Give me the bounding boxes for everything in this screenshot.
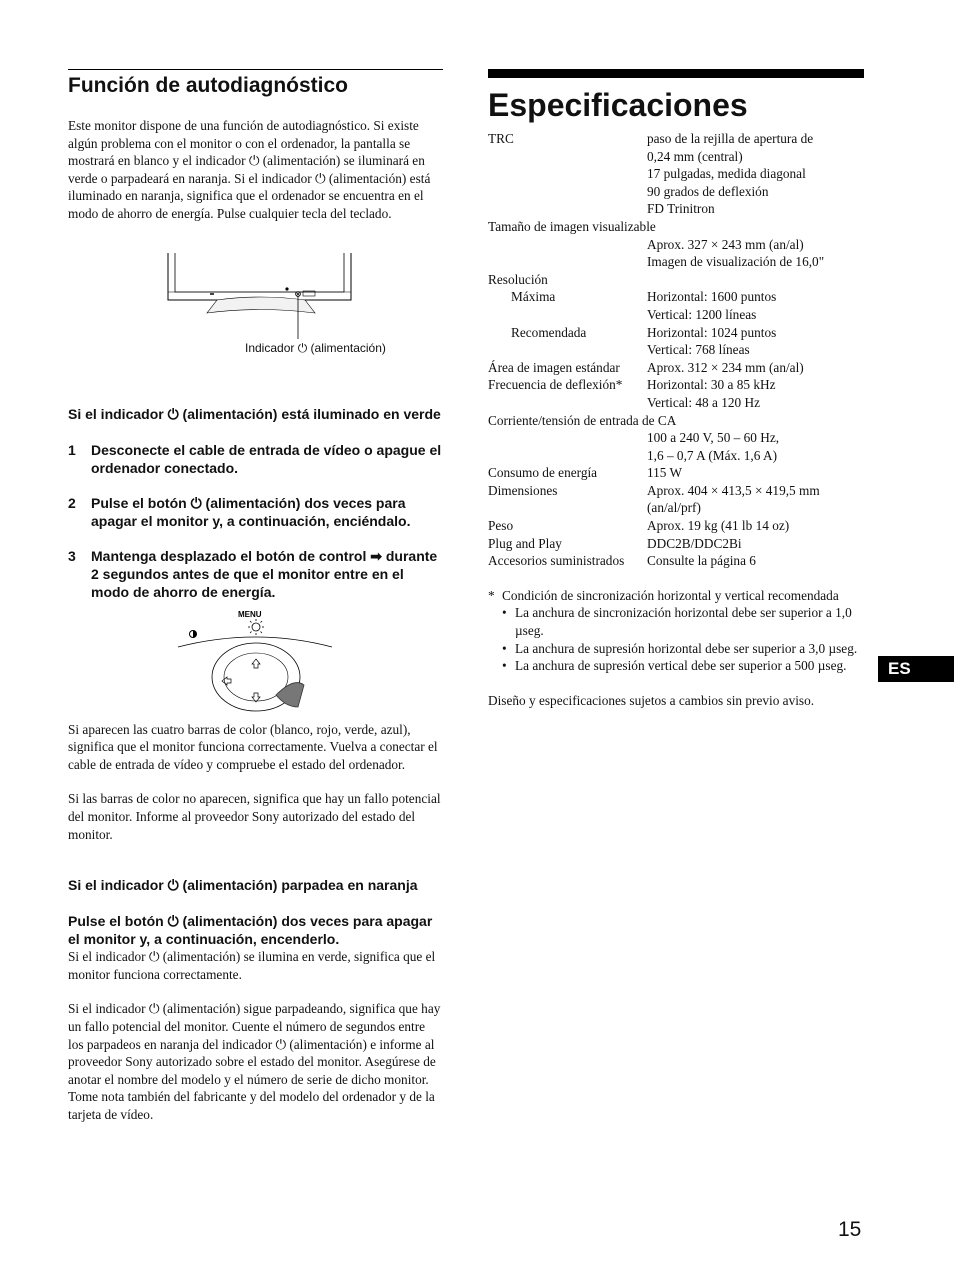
spec-value: 100 a 240 V, 50 – 60 Hz, <box>647 430 780 446</box>
spec-value: Aprox. 19 kg (41 lb 14 oz) <box>647 518 790 534</box>
spec-value: 1,6 – 0,7 A (Máx. 1,6 A) <box>647 447 778 463</box>
spec-key: Máxima <box>511 289 556 305</box>
spec-row <box>488 535 864 553</box>
spec-key <box>488 429 647 447</box>
spec-value: Horizontal: 1600 puntos <box>647 289 777 305</box>
spec-row <box>488 482 864 500</box>
spec-value: Imagen de visualización de 16,0" <box>647 254 825 270</box>
page-number: 15 <box>838 1218 862 1241</box>
spec-key: Área de imagen estándar <box>488 359 620 375</box>
step-3: 3 Mantenga desplazado el botón de control ➡ durante 2 segundos antes de que el monitor entre en el modo de ahorro de energía. <box>68 547 438 600</box>
footnote-bullet: • La anchura de supresión vertical debe ser superior a 500 µseg. <box>502 658 847 674</box>
spec-value: paso de la rejilla de apertura de <box>647 131 814 146</box>
spec-value: 115 W <box>647 465 683 481</box>
spec-row <box>488 253 864 271</box>
spec-key: Recomendada <box>511 324 587 340</box>
footnote-line: * Condición de sincronización horizontal y vertical recomendada <box>488 587 839 603</box>
monitor-bezel-illustration <box>165 248 355 343</box>
spec-value: Aprox. 404 × 413,5 × 419,5 mm <box>647 482 820 498</box>
spec-value: Vertical: 768 líneas <box>647 342 750 358</box>
spec-key: TRC <box>488 131 514 146</box>
subheading-green: Si el indicador ⏻ (alimentación) está iluminado en verde <box>68 405 441 422</box>
intro-paragraph: Este monitor dispone de una función de autodiagnóstico. Si existe algún problema con el monitor o con el ordenador, la pantalla se mostrará en blanco y el indicador ⏻ (alimentación) se iluminará en verde o parpadeará en naranja. Si el indicador ⏻ (alimentación) está iluminado en naranja, significa que el ordenador se encuentra en el modo de ahorro de energía. Pulse cualquier tecla del teclado. <box>68 118 431 221</box>
spec-row <box>488 464 864 482</box>
spec-value: FD Trinitron <box>647 201 715 217</box>
spec-row <box>488 306 864 324</box>
spec-row <box>488 236 864 254</box>
footnote <box>488 587 864 675</box>
power-icon <box>190 631 197 638</box>
brightness-icon <box>248 619 264 635</box>
disclaimer: Diseño y especificaciones sujetos a cambios sin previo aviso. <box>488 692 815 708</box>
spec-key <box>488 183 647 201</box>
language-tab: ES <box>878 656 954 682</box>
left-column <box>68 69 443 1123</box>
spec-row <box>488 499 864 517</box>
steps-list <box>68 441 443 601</box>
control-button-illustration <box>176 607 336 712</box>
spec-key: Corriente/tensión de entrada de CA <box>488 412 677 428</box>
spec-key: Tamaño de imagen visualizable <box>488 218 656 234</box>
spec-key <box>488 200 647 218</box>
spec-key <box>488 236 647 254</box>
spec-value: Aprox. 327 × 243 mm (an/al) <box>647 236 804 252</box>
spec-key <box>488 341 647 359</box>
spec-value: 17 pulgadas, medida diagonal <box>647 166 806 182</box>
paragraph-green-result: Si el indicador ⏻ (alimentación) se ilumina en verde, significa que el monitor funciona correctamente. <box>68 949 436 982</box>
spec-row <box>488 288 864 306</box>
spec-value: 0,24 mm (central) <box>647 148 743 164</box>
spec-key: Frecuencia de deflexión* <box>488 377 623 393</box>
footnote-bullet: • La anchura de supresión horizontal debe ser superior a 3,0 µseg. <box>502 640 858 656</box>
spec-key: Dimensiones <box>488 482 558 498</box>
spec-key <box>488 447 647 465</box>
figure-caption: Indicador ⏻ (alimentación) <box>245 341 386 355</box>
spec-key <box>488 165 647 183</box>
spec-row <box>488 517 864 535</box>
subheading-orange: Si el indicador ⏻ (alimentación) parpadea en naranja <box>68 877 418 894</box>
instruction: Pulse el botón ⏻ (alimentación) dos veces para apagar el monitor y, a continuación, encenderlo. <box>68 913 433 948</box>
section-rule <box>68 69 443 70</box>
spec-key: Consumo de energía <box>488 465 598 481</box>
spec-row <box>488 447 864 465</box>
step-1: 1 Desconecte el cable de entrada de vídeo o apague el ordenador conectado. <box>68 441 442 476</box>
spec-row <box>488 218 864 236</box>
spec-key <box>488 148 647 166</box>
spec-value: Vertical: 1200 líneas <box>647 306 757 322</box>
spec-key <box>488 253 647 271</box>
paragraph-bars-missing: Si las barras de color no aparecen, significa que hay un fallo potencial del monitor. Informe al proveedor Sony autorizado del estado del monitor. <box>68 791 441 842</box>
paragraph-bars-appear: Si aparecen las cuatro barras de color (blanco, rojo, verde, azul), significa que el monitor funciona correctamente. Vuelva a conectar el cable de entrada de vídeo y compruebe el estado del ordenador. <box>68 721 438 772</box>
spec-row <box>488 341 864 359</box>
spec-key: Resolución <box>488 271 548 287</box>
spec-row <box>488 200 864 218</box>
spec-table <box>488 130 864 570</box>
spec-value: Horizontal: 30 a 85 kHz <box>647 377 776 393</box>
title-bar <box>488 69 864 78</box>
spec-row <box>488 130 864 148</box>
specs-title: Especificaciones <box>488 87 748 123</box>
spec-value: 90 grados de deflexión <box>647 183 769 199</box>
spec-key: Accesorios suministrados <box>488 553 625 569</box>
spec-row <box>488 412 864 430</box>
spec-row <box>488 324 864 342</box>
spec-key: Peso <box>488 518 514 534</box>
spec-row <box>488 376 864 394</box>
menu-label: MENU <box>238 610 262 619</box>
spec-value: Vertical: 48 a 120 Hz <box>647 394 760 410</box>
right-column <box>488 69 864 709</box>
spec-row <box>488 183 864 201</box>
spec-row <box>488 429 864 447</box>
spec-key: Plug and Play <box>488 535 562 551</box>
paragraph-still-blinking: Si el indicador ⏻ (alimentación) sigue parpadeando, significa que hay un fallo potencial del monitor. Cuente el número de segundos entre los parpadeos en naranja del indicador ⏻ (alimentación) e informe al proveedor Sony autorizado sobre el estado del monitor. Asegúrese de anotar el nombre del modelo y el número de serie de dicho monitor. Tome nota también del fabricante y del modelo del ordenador y de la tarjeta de vídeo. <box>68 1001 441 1122</box>
spec-key <box>488 499 647 517</box>
spec-row <box>488 148 864 166</box>
step-2: 2 Pulse el botón ⏻ (alimentación) dos veces para apagar el monitor y, a continuación, enciéndalo. <box>68 494 411 529</box>
spec-row <box>488 271 864 289</box>
spec-value: Horizontal: 1024 puntos <box>647 324 777 340</box>
spec-key <box>488 306 647 324</box>
spec-row <box>488 394 864 412</box>
spec-row <box>488 359 864 377</box>
spec-value: Consulte la página 6 <box>647 553 756 569</box>
spec-value: DDC2B/DDC2Bi <box>647 535 742 551</box>
spec-row <box>488 165 864 183</box>
spec-value: Aprox. 312 × 234 mm (an/al) <box>647 359 804 375</box>
spec-value: (an/al/prf) <box>647 500 701 516</box>
spec-row <box>488 552 864 570</box>
footnote-bullet: • La anchura de sincronización horizontal debe ser superior a 1,0 µseg. <box>502 605 852 639</box>
section-title: Función de autodiagnóstico <box>68 74 348 97</box>
spec-key <box>488 394 647 412</box>
